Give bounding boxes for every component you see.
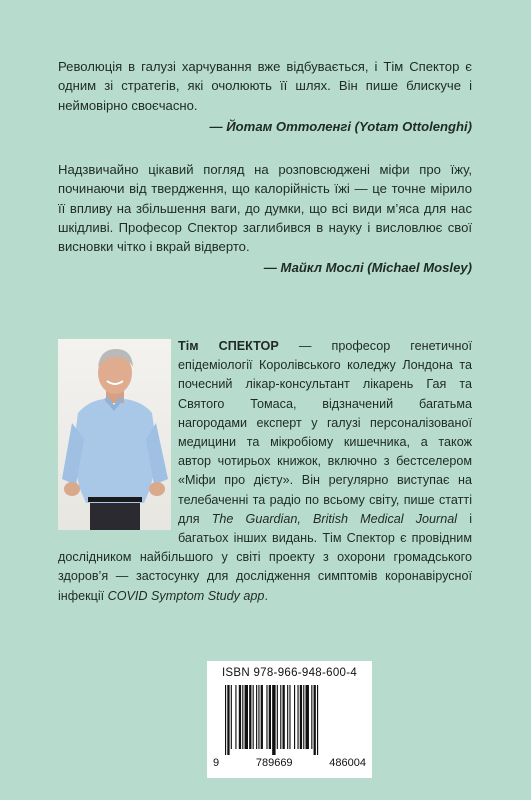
barcode-stripe	[300, 685, 302, 749]
barcode-stripe	[225, 685, 226, 755]
barcode-stripe	[294, 685, 295, 749]
barcode-stripe	[261, 685, 263, 749]
author-bio	[58, 337, 472, 606]
barcode-digits-group1: 789669	[255, 757, 293, 769]
barcode-stripe	[235, 685, 236, 749]
barcode-stripe	[287, 685, 288, 749]
barcode-stripe	[249, 685, 251, 749]
barcode-stripe	[283, 685, 285, 749]
barcode-stripe	[231, 685, 232, 749]
barcode-stripe	[242, 685, 243, 749]
bio-end: .	[264, 588, 268, 603]
quote-author: — Йотам Оттоленгі (Yotam Ottolenghi)	[209, 118, 472, 134]
barcode-digits-group2: 486004	[329, 757, 366, 769]
barcode-stripe	[269, 685, 271, 749]
barcode-stripe	[245, 685, 248, 749]
barcode-stripe	[227, 685, 229, 755]
barcode-stripe	[258, 685, 259, 749]
bio-publications: The Guardian, British Medical Journal	[211, 511, 458, 526]
bio-part1: — професор генетичної епідеміології Королівського коледжу Лондона та почесний лікар-консультант лікарень Гая та Святого Томаса, відзначений багатьма нагородами експерт у галузі персоналізованої медицини та мікробіому кишечника, а також автор чотирьох книжок, включно з бестселером «Міфи про дієту». Він регулярно виступає на телебаченні та радіо по всьому світу, пише статті для	[178, 339, 472, 526]
barcode-digit-first: 9	[213, 757, 220, 769]
photo-wrap-spacer	[58, 337, 178, 535]
barcode-digits	[213, 757, 366, 769]
barcode-block	[207, 661, 372, 778]
barcode-stripe	[280, 685, 281, 749]
author-name: Тім СПЕКТОР	[178, 339, 279, 353]
quote-ottolenghi	[58, 57, 472, 136]
isbn-label: ISBN 978-966-948-600-4	[221, 667, 358, 679]
barcode-stripe	[256, 685, 257, 749]
barcode-stripe	[306, 685, 309, 749]
barcode-bars	[219, 685, 360, 755]
barcode-stripe	[272, 685, 275, 755]
barcode-stripe	[297, 685, 298, 749]
barcode-stripe	[277, 685, 278, 749]
quote-author: — Майкл Мослі (Michael Mosley)	[263, 260, 472, 276]
barcode-stripe	[317, 685, 318, 755]
barcode-stripe	[289, 685, 290, 749]
quote-mosley	[58, 160, 472, 278]
barcode-stripe	[253, 685, 254, 749]
barcode-stripe	[314, 685, 316, 755]
quote-text: Революція в галузі харчування вже відбувається, і Тім Спектор є одним зі стратегів, які очолюють її шлях. Він пише блискуче і неймовірно своєчасно.	[58, 59, 472, 113]
bio-app: COVID Symptom Study app	[107, 588, 265, 603]
barcode-stripe	[303, 685, 304, 749]
barcode-stripe	[311, 685, 312, 749]
barcode-stripe	[239, 685, 241, 749]
barcode-stripe	[266, 685, 267, 749]
bio-part2: і багатьох інших видань. Тім Спектор є провідним дослідником найбільшого у світі проекту з охорони громадського здоров’я — застосунку для дослідження симптомів коронавірусної інфекції	[58, 511, 473, 603]
quote-text: Надзвичайно цікавий погляд на розповсюджені міфи про їжу, починаючи від твердження, що калорійність їжі — це точне мірило її впливу на збільшення ваги, до думки, що всі види м’яса для нас шкідливі. Професор Спектор заглибився в науку і висловлює свої висновки чітко і вкрай відверто.	[58, 162, 472, 255]
